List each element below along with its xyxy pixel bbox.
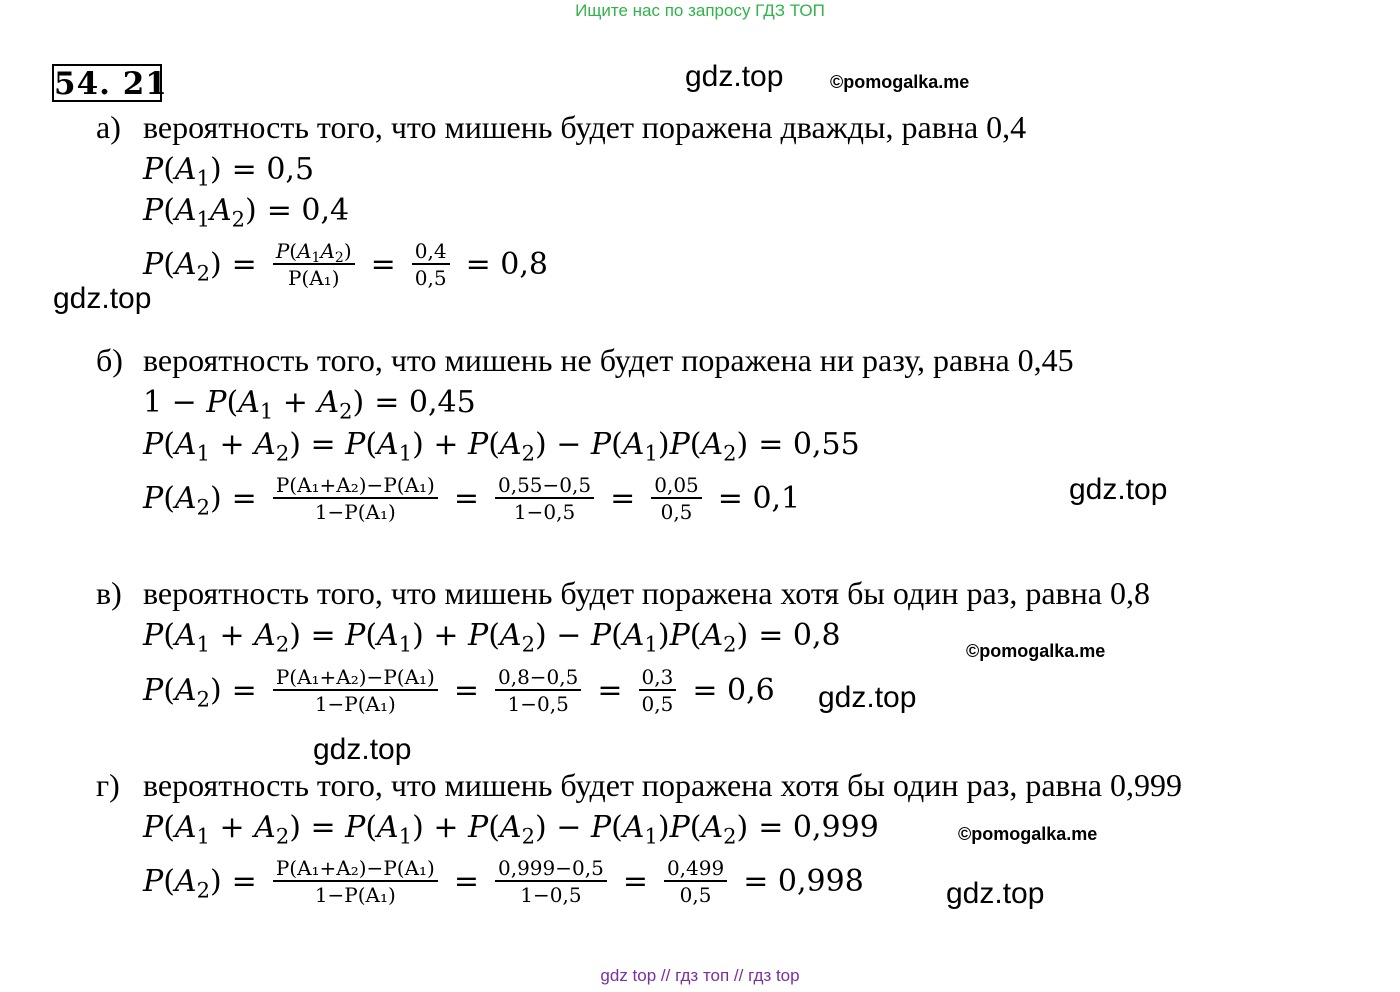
part-v-formula: $P(A_2)$ = $\frac{\text{P(A₁+A₂)−P(A₁)}}{\text{1−P(A₁)}}$ = $\frac{0,8-0,5}{1-0,5}$ = $\frac{0,3}{0,5}$ = 0,6: [143, 665, 775, 716]
part-b-label: б): [96, 342, 123, 378]
part-a-line1-value: = 0,5: [231, 152, 315, 187]
fraction: $\frac{0,05}{0,5}$: [651, 474, 702, 523]
bottom-banner: gdz top // гдз топ // гдз top: [600, 966, 800, 985]
watermark-pomogalka: ©pomogalka.me: [958, 824, 1098, 844]
fraction: $\frac{0,3}{0,5}$: [639, 666, 677, 715]
part-g-formula: $P(A_2)$ = $\frac{\text{P(A₁+A₂)−P(A₁)}}{\text{1−P(A₁)}}$ = $\frac{0,999-0,5}{1-0,5}$ = $\frac{0,499}{0,5}$ = 0,998: [143, 856, 864, 907]
watermark-gdz: gdz.top: [818, 681, 917, 714]
part-g-line1-value: = 0,999: [758, 810, 879, 845]
top-banner: Ищите нас по запросу ГДЗ ТОП: [575, 1, 825, 20]
part-a-statement: вероятность того, что мишень будет поражена дважды, равна 0,4: [143, 109, 1027, 145]
part-g-result: = 0,998: [743, 863, 864, 899]
part-a-line2: $P(A_1A_2)$ = 0,4: [143, 193, 350, 232]
part-b-formula: $P(A_2)$ = $\frac{\text{P(A₁+A₂)−P(A₁)}}{\text{1−P(A₁)}}$ = $\frac{0,55-0,5}{1-0,5}$ = $\frac{0,05}{0,5}$ = 0,1: [143, 473, 801, 524]
fraction: $\frac{0,55-0,5}{1-0,5}$: [495, 474, 594, 523]
part-g-label: г): [96, 767, 120, 803]
fraction: $\frac{0,4}{0,5}$: [412, 240, 450, 289]
task-number: 54. 21: [54, 66, 168, 102]
fraction: $\frac{\text{P(A₁+A₂)−P(A₁)}}{\text{1−P(A₁)}}$: [273, 474, 438, 523]
part-b-line2-value: = 0,55: [758, 427, 860, 462]
watermark-gdz: gdz.top: [53, 282, 152, 315]
part-b-line2: $P(A_1 + A_2) = P(A_1) + P(A_2) - P(A_1)P(A_2)$ = 0,55: [143, 427, 860, 466]
part-a-line1: $P(A_1)$ = 0,5: [143, 152, 315, 191]
fraction: $\frac{0,8-0,5}{1-0,5}$: [495, 666, 581, 715]
watermark-pomogalka: ©pomogalka.me: [966, 641, 1106, 661]
watermark-gdz: gdz.top: [946, 877, 1045, 910]
part-b-statement: вероятность того, что мишень не будет поражена ни разу, равна 0,45: [143, 342, 1074, 378]
watermark-gdz: gdz.top: [1069, 473, 1168, 506]
watermark-pomogalka: ©pomogalka.me: [830, 72, 970, 92]
part-a-result: = 0,8: [465, 246, 548, 282]
part-g-line1: $P(A_1 + A_2) = P(A_1) + P(A_2) - P(A_1)P(A_2)$ = 0,999: [143, 810, 879, 849]
part-v-label: в): [96, 575, 122, 611]
part-b-result: = 0,1: [717, 480, 801, 516]
watermark-gdz: gdz.top: [313, 733, 412, 766]
part-b-line1: $1 - P(A_1 + A_2)$ = 0,45: [143, 385, 476, 424]
part-v-line1-value: = 0,8: [758, 618, 841, 653]
fraction: $\frac{0,999-0,5}{1-0,5}$: [495, 857, 607, 906]
part-v-statement: вероятность того, что мишень будет поражена хотя бы один раз, равна 0,8: [143, 575, 1150, 611]
fraction: $\frac{0,499}{0,5}$: [664, 857, 727, 906]
fraction: $\frac{\text{P(A₁+A₂)−P(A₁)}}{\text{1−P(A₁)}}$: [273, 666, 438, 715]
part-g-statement: вероятность того, что мишень будет поражена хотя бы один раз, равна 0,999: [143, 767, 1182, 803]
part-v-result: = 0,6: [692, 672, 775, 708]
part-a-formula: $P(A_2)$ = $\frac{P(A_1A_2)}{\text{P(A₁)}}$ = $\frac{0,4}{0,5}$ = 0,8: [143, 239, 548, 290]
watermark-gdz: gdz.top: [685, 60, 784, 93]
fraction: $\frac{\text{P(A₁+A₂)−P(A₁)}}{\text{1−P(A₁)}}$: [273, 857, 438, 906]
part-b-line1-value: = 0,45: [374, 385, 476, 420]
part-a-label: а): [96, 109, 121, 145]
part-a-line2-value: = 0,4: [266, 193, 350, 228]
part-v-line1: $P(A_1 + A_2) = P(A_1) + P(A_2) - P(A_1)P(A_2)$ = 0,8: [143, 618, 841, 657]
fraction: $\frac{P(A_1A_2)}{\text{P(A₁)}}$: [273, 240, 355, 289]
